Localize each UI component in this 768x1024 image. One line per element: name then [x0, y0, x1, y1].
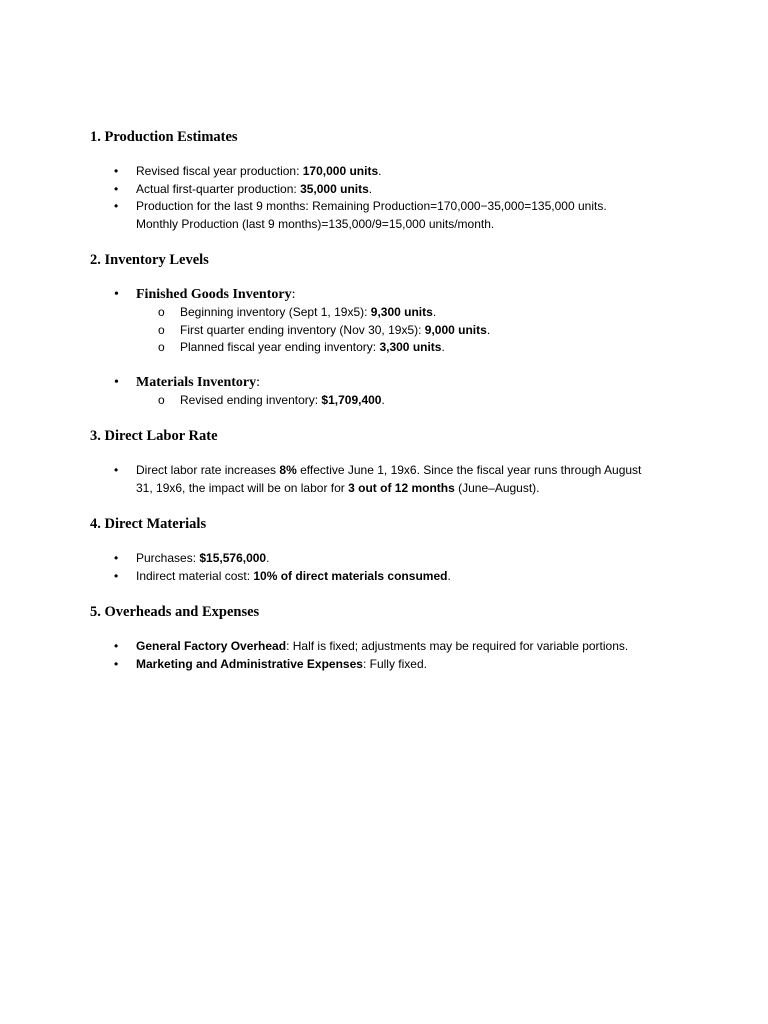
section-heading-production: 1. Production Estimates: [90, 129, 238, 145]
item-value: 9,300 units: [370, 305, 433, 319]
list-item: [90, 198, 690, 233]
item-value: 170,000 units: [302, 164, 379, 178]
list-item: [90, 656, 690, 674]
item-text: Revised ending inventory:: [180, 392, 322, 407]
item-text: Production for the last 9 months: Remaining Production=170,000−35,000=135,000 units.: [136, 199, 607, 213]
item-punct: .: [486, 322, 491, 337]
circle-bullet-icon: o: [158, 392, 165, 407]
item-punct: .: [447, 568, 451, 583]
section-heading-overheads: 5. Overheads and Expenses: [90, 604, 260, 620]
group-label: Finished Goods Inventory: [136, 287, 292, 302]
item-text: : Fully fixed.: [362, 656, 427, 671]
group-colon: :: [256, 374, 261, 390]
item-punct: .: [381, 392, 385, 407]
sub-list-item: [90, 322, 690, 340]
item-text: Revised fiscal year production:: [136, 164, 303, 178]
item-text-continued: 31, 19x6, the impact will be on labor for: [136, 480, 349, 495]
item-value: 35,000 units: [300, 181, 369, 196]
item-text: Indirect material cost:: [136, 568, 254, 583]
list-item: [90, 163, 690, 181]
section-heading-labor: 3. Direct Labor Rate: [90, 428, 218, 444]
section-heading-materials: 4. Direct Materials: [90, 516, 207, 532]
list-item: [90, 568, 690, 586]
list-item: [90, 462, 690, 497]
inventory-list: [90, 286, 690, 409]
item-value: $15,576,000: [199, 551, 267, 565]
sub-list-item: [90, 392, 690, 410]
list-item: [90, 181, 690, 199]
item-label: Marketing and Administrative Expenses: [136, 656, 363, 671]
sub-list-item: [90, 304, 690, 322]
item-value: 3 out of 12 months: [348, 480, 455, 495]
bullet-icon: •: [114, 463, 119, 477]
list-item-materials: [90, 374, 690, 410]
item-text: Direct labor rate increases: [136, 463, 280, 477]
materials-sublist: [136, 392, 690, 410]
item-punct: .: [432, 305, 437, 319]
item-punct: .: [378, 164, 382, 178]
bullet-icon: •: [114, 374, 119, 390]
item-text: : Half is fixed; adjustments may be required for variable portions.: [286, 639, 629, 653]
list-item-finished-goods: [90, 286, 690, 357]
item-value: 8%: [279, 463, 297, 477]
item-text: Planned fiscal year ending inventory:: [180, 340, 380, 354]
item-text-continued: Monthly Production (last 9 months)=135,000/9=15,000 units/month.: [136, 216, 495, 231]
production-list: [90, 163, 690, 233]
bullet-icon: •: [114, 287, 119, 302]
overheads-list: [90, 638, 690, 673]
bullet-icon: •: [114, 199, 119, 213]
circle-bullet-icon: o: [158, 322, 165, 337]
bullet-icon: •: [114, 164, 119, 178]
list-item: [90, 550, 690, 568]
item-value: 3,300 units: [379, 340, 442, 354]
sub-list-item: [90, 339, 690, 357]
labor-list: [90, 462, 690, 497]
bullet-icon: •: [114, 181, 119, 196]
list-item: [90, 638, 690, 656]
materials-list: [90, 550, 690, 585]
bullet-icon: •: [114, 568, 119, 583]
bullet-icon: •: [114, 551, 119, 565]
item-text: effective June 1, 19x6. Since the fiscal year runs through August: [296, 463, 642, 477]
item-punct: .: [266, 551, 270, 565]
circle-bullet-icon: o: [158, 340, 165, 354]
item-label: General Factory Overhead: [136, 639, 287, 653]
item-text: (June–August).: [454, 480, 540, 495]
item-text: Beginning inventory (Sept 1, 19x5):: [180, 305, 371, 319]
circle-bullet-icon: o: [158, 305, 165, 319]
item-text: Purchases:: [136, 551, 200, 565]
item-value: $1,709,400: [321, 392, 382, 407]
group-label: Materials Inventory: [136, 374, 257, 390]
document-page: [90, 128, 690, 673]
item-punct: .: [368, 181, 373, 196]
bullet-icon: •: [114, 639, 119, 653]
item-value: 9,000 units: [424, 322, 487, 337]
item-value: 10% of direct materials consumed: [253, 568, 448, 583]
section-heading-inventory: 2. Inventory Levels: [90, 252, 209, 268]
group-colon: :: [291, 287, 296, 302]
item-punct: .: [441, 340, 445, 354]
list-gap: [90, 357, 690, 374]
item-text: First quarter ending inventory (Nov 30, 19x5):: [180, 322, 425, 337]
bullet-icon: •: [114, 656, 119, 671]
item-text: Actual first-quarter production:: [136, 181, 301, 196]
finished-goods-sublist: [136, 304, 690, 357]
